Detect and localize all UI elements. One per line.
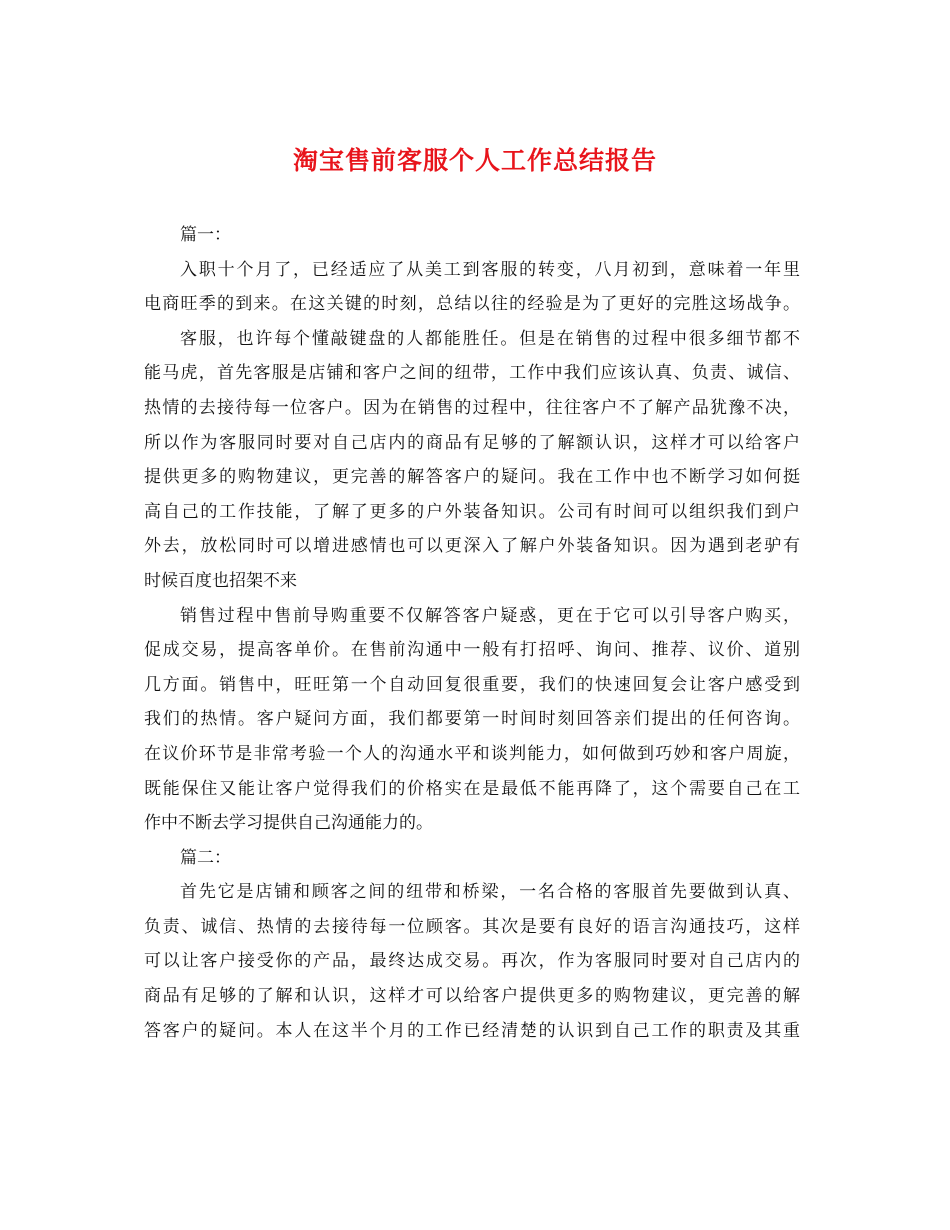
text-line: 商品有足够的了解和认识，这样才可以给客户提供更多的购物建议，更完善的解 bbox=[144, 986, 800, 1007]
text-line: 高自己的工作技能，了解了更多的户外装备知识。公司有时间可以组织我们到户 bbox=[144, 501, 800, 522]
text-line: 客服，也许每个懂敲键盘的人都能胜任。但是在销售的过程中很多细节都不 bbox=[180, 328, 800, 349]
document-body bbox=[144, 218, 800, 1048]
text-line: 电商旺季的到来。在这关键的时刻，总结以往的经验是为了更好的完胜这场战争。 bbox=[144, 294, 800, 315]
text-line: 入职十个月了，已经适应了从美工到客服的转变，八月初到，意味着一年里 bbox=[180, 259, 800, 280]
text-line: 负责、诚信、热情的去接待每一位顾客。其次是要有良好的语言沟通技巧，这样 bbox=[144, 916, 800, 937]
text-line: 提供更多的购物建议，更完善的解答客户的疑问。我在工作中也不断学习如何挺 bbox=[144, 467, 800, 488]
text-line: 热情的去接待每一位客户。因为在销售的过程中，往往客户不了解产品犹豫不决， bbox=[144, 397, 800, 418]
text-line: 在议价环节是非常考验一个人的沟通水平和谈判能力，如何做到巧妙和客户周旋， bbox=[144, 743, 800, 764]
text-line: 答客户的疑问。本人在这半个月的工作已经清楚的认识到自己工作的职责及其重 bbox=[144, 1020, 800, 1041]
text-line: 所以作为客服同时要对自己店内的商品有足够的了解额认识，这样才可以给客户 bbox=[144, 432, 800, 453]
text-line: 作中不断去学习提供自己沟通能力的。 bbox=[144, 813, 433, 834]
text-line: 我们的热情。客户疑问方面，我们都要第一时间时刻回答亲们提出的任何咨询。 bbox=[144, 709, 800, 730]
text-line: 销售过程中售前导购重要不仅解答客户疑惑，更在于它可以引导客户购买， bbox=[180, 605, 800, 626]
text-line: 可以让客户接受你的产品，最终达成交易。再次，作为客服同时要对自己店内的 bbox=[144, 951, 800, 972]
text-line: 促成交易，提高客单价。在售前沟通中一般有打招呼、询问、推荐、议价、道别 bbox=[144, 640, 800, 661]
text-line: 篇一： bbox=[180, 225, 231, 245]
text-line: 时候百度也招架不来 bbox=[144, 570, 297, 591]
text-line: 几方面。销售中，旺旺第一个自动回复很重要，我们的快速回复会让客户感受到 bbox=[144, 674, 800, 695]
text-line: 外去，放松同时可以增进感情也可以更深入了解户外装备知识。因为遇到老驴有 bbox=[144, 536, 800, 557]
text-line: 既能保住又能让客户觉得我们的价格实在是最低不能再降了，这个需要自己在工 bbox=[144, 778, 800, 799]
text-line: 篇二： bbox=[180, 847, 231, 868]
text-line: 首先它是店铺和顾客之间的纽带和桥梁，一名合格的客服首先要做到认真、 bbox=[180, 882, 800, 903]
document-title: 淘宝售前客服个人工作总结报告 bbox=[292, 146, 657, 175]
text-line: 能马虎，首先客服是店铺和客户之间的纽带，工作中我们应该认真、负责、诚信、 bbox=[144, 363, 800, 384]
